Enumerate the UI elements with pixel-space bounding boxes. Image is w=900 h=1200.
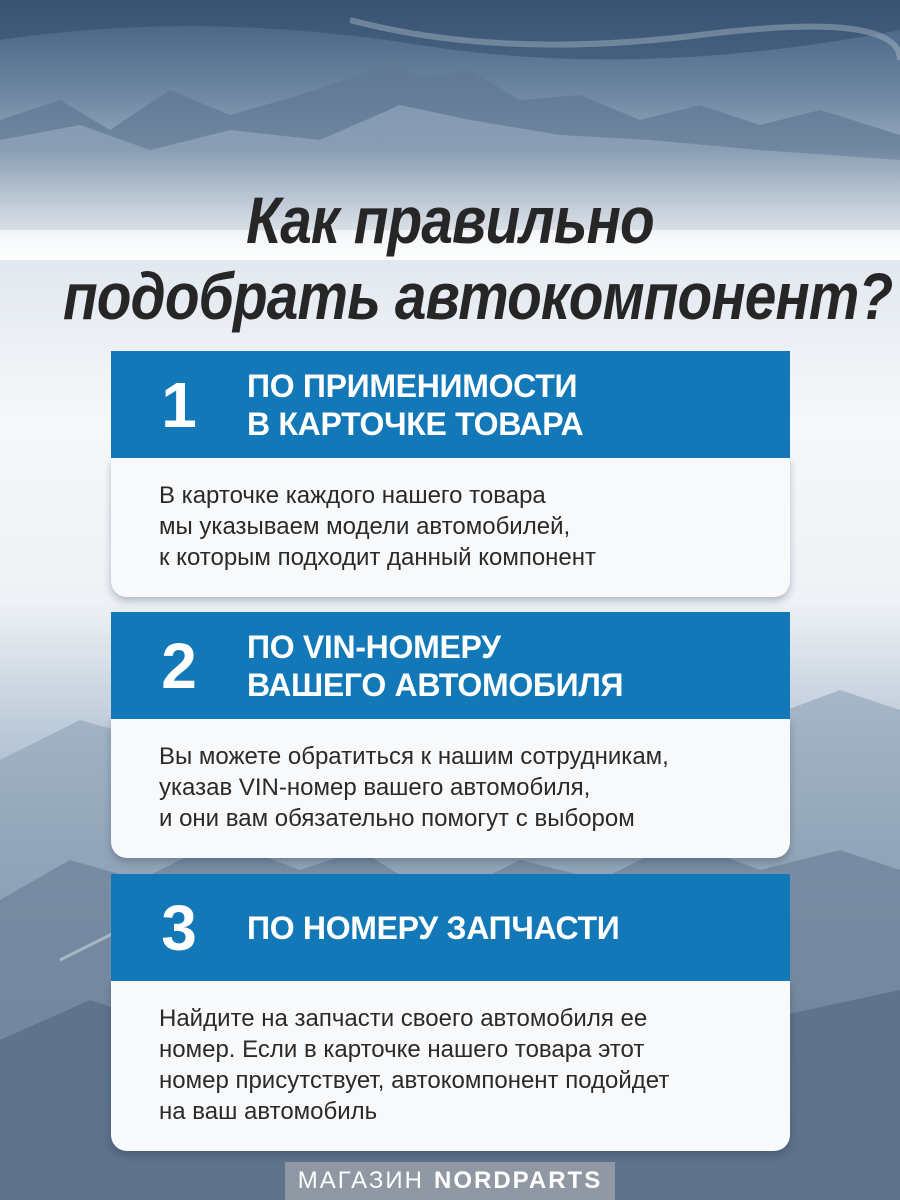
- card-description: [111, 981, 790, 1151]
- step-number: 1: [161, 368, 197, 441]
- heading-line: ПО НОМЕРУ ЗАПЧАСТИ: [247, 909, 620, 946]
- store-brand: NORDPARTS: [433, 1167, 603, 1194]
- heading-line: В КАРТОЧКЕ ТОВАРА: [247, 405, 584, 442]
- card-header: [111, 874, 790, 981]
- description-line: указав VIN-номер вашего автомобиля,: [159, 774, 591, 801]
- method-card-2: [111, 612, 790, 858]
- heading-line: ПО VIN-НОМЕРУ: [247, 628, 501, 665]
- card-heading: [247, 612, 777, 719]
- method-card-1: [111, 351, 790, 597]
- description-line: номер. Если в карточке нашего товара этот: [159, 1036, 645, 1063]
- card-header: [111, 351, 790, 458]
- card-description: [111, 458, 790, 597]
- description-line: на ваш автомобиль: [159, 1098, 378, 1125]
- store-label: [285, 1162, 615, 1200]
- card-header: [111, 612, 790, 719]
- description-line: номер присутствует, автокомпонент подойдет: [159, 1067, 670, 1094]
- step-number: 3: [161, 891, 197, 964]
- card-heading: [247, 874, 777, 981]
- description-line: мы указываем модели автомобилей,: [159, 513, 571, 540]
- title-line-2: подобрать автокомпонент?: [63, 259, 893, 333]
- step-number: 2: [161, 629, 197, 702]
- page-title: [63, 182, 893, 334]
- description-line: Вы можете обратиться к нашим сотрудникам,: [159, 743, 669, 770]
- store-prefix: МАГАЗИН: [297, 1167, 424, 1194]
- description-line: В карточке каждого нашего товара: [159, 482, 546, 509]
- description-line: Найдите на запчасти своего автомобиля ее: [159, 1005, 648, 1032]
- method-card-3: [111, 874, 790, 1151]
- card-description: [111, 719, 790, 858]
- heading-line: ВАШЕГО АВТОМОБИЛЯ: [247, 666, 624, 703]
- card-heading: [247, 351, 777, 458]
- title-line-1: Как правильно: [246, 183, 654, 257]
- heading-line: ПО ПРИМЕНИМОСТИ: [247, 367, 578, 404]
- description-line: к которым подходит данный компонент: [159, 544, 597, 571]
- description-line: и они вам обязательно помогут с выбором: [159, 805, 635, 832]
